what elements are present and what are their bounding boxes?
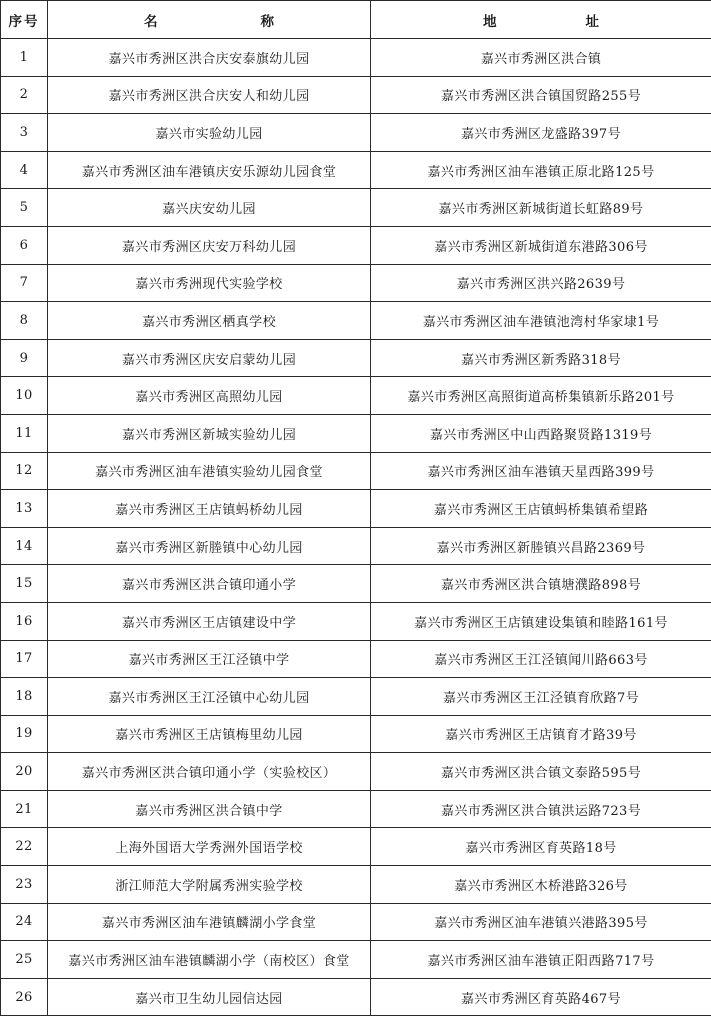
header-name-char-1: 名 — [144, 13, 158, 30]
row-institution-address: 嘉兴市秀洲区油车港镇兴港路395号 — [371, 903, 711, 941]
row-serial-number: 17 — [1, 640, 48, 678]
row-institution-name: 嘉兴市秀洲区洪合镇中学 — [48, 790, 371, 828]
row-institution-address: 嘉兴市秀洲区木桥港路326号 — [371, 866, 711, 904]
row-serial-number: 18 — [1, 678, 48, 716]
row-serial-number: 16 — [1, 602, 48, 640]
row-institution-address: 嘉兴市秀洲区王店镇育才路39号 — [371, 715, 711, 753]
table-row — [1, 866, 711, 904]
table-row — [1, 339, 711, 377]
table-row — [1, 76, 711, 114]
row-serial-number: 15 — [1, 565, 48, 603]
row-institution-name: 嘉兴市秀洲区高照幼儿园 — [48, 377, 371, 415]
table-row — [1, 828, 711, 866]
table-row — [1, 414, 711, 452]
header-name — [48, 1, 371, 39]
table-row — [1, 490, 711, 528]
row-serial-number: 14 — [1, 527, 48, 565]
table-row — [1, 790, 711, 828]
row-institution-name: 嘉兴市秀洲区油车港镇庆安乐源幼儿园食堂 — [48, 151, 371, 189]
row-serial-number: 21 — [1, 790, 48, 828]
row-institution-name: 嘉兴市秀洲区洪合庆安人和幼儿园 — [48, 76, 371, 114]
table-row — [1, 941, 711, 979]
header-address-char-2: 址 — [585, 13, 599, 30]
table-row — [1, 678, 711, 716]
row-institution-name: 嘉兴市实验幼儿园 — [48, 114, 371, 152]
header-name-char-2: 称 — [260, 13, 274, 30]
row-institution-name: 嘉兴市秀洲区王店镇蚂桥幼儿园 — [48, 490, 371, 528]
table-row — [1, 302, 711, 340]
table-row — [1, 753, 711, 791]
row-institution-name: 嘉兴市秀洲现代实验学校 — [48, 264, 371, 302]
row-institution-address: 嘉兴市秀洲区洪兴路2639号 — [371, 264, 711, 302]
row-institution-name: 嘉兴市秀洲区洪合镇印通小学 — [48, 565, 371, 603]
table-row — [1, 527, 711, 565]
row-serial-number: 5 — [1, 189, 48, 227]
table-row — [1, 264, 711, 302]
row-institution-address: 嘉兴市秀洲区油车港镇天星西路399号 — [371, 452, 711, 490]
table-row — [1, 377, 711, 415]
row-institution-name: 嘉兴市秀洲区王江泾镇中心幼儿园 — [48, 678, 371, 716]
row-institution-address: 嘉兴市秀洲区育英路467号 — [371, 978, 711, 1016]
table-row — [1, 640, 711, 678]
row-serial-number: 2 — [1, 76, 48, 114]
row-institution-name: 嘉兴市秀洲区洪合庆安泰旗幼儿园 — [48, 39, 371, 77]
row-institution-name: 嘉兴市秀洲区栖真学校 — [48, 302, 371, 340]
row-institution-name: 嘉兴市秀洲区洪合镇印通小学（实验校区） — [48, 753, 371, 791]
row-institution-address: 嘉兴市秀洲区油车港镇正阳西路717号 — [371, 941, 711, 979]
row-institution-address: 嘉兴市秀洲区王江泾镇闻川路663号 — [371, 640, 711, 678]
row-serial-number: 26 — [1, 978, 48, 1016]
row-institution-address: 嘉兴市秀洲区高照街道高桥集镇新乐路201号 — [371, 377, 711, 415]
row-institution-address: 嘉兴市秀洲区中山西路聚贤路1319号 — [371, 414, 711, 452]
table-row — [1, 903, 711, 941]
row-institution-address: 嘉兴市秀洲区洪合镇文泰路595号 — [371, 753, 711, 791]
row-institution-address: 嘉兴市秀洲区龙盛路397号 — [371, 114, 711, 152]
row-serial-number: 6 — [1, 226, 48, 264]
row-institution-name: 嘉兴市秀洲区庆安启蒙幼儿园 — [48, 339, 371, 377]
table-row — [1, 226, 711, 264]
row-serial-number: 25 — [1, 941, 48, 979]
table-row — [1, 565, 711, 603]
row-serial-number: 8 — [1, 302, 48, 340]
row-institution-name: 嘉兴市秀洲区新塍镇中心幼儿园 — [48, 527, 371, 565]
row-serial-number: 24 — [1, 903, 48, 941]
row-institution-address: 嘉兴市秀洲区油车港镇池湾村华家埭1号 — [371, 302, 711, 340]
header-address — [371, 1, 711, 39]
row-serial-number: 11 — [1, 414, 48, 452]
table-row — [1, 39, 711, 77]
table-row — [1, 452, 711, 490]
header-address-spread — [483, 10, 599, 30]
header-row — [1, 1, 711, 39]
row-serial-number: 3 — [1, 114, 48, 152]
table-row — [1, 189, 711, 227]
header-name-spread — [144, 10, 274, 30]
row-serial-number: 7 — [1, 264, 48, 302]
header-serial-number: 序号 — [1, 1, 48, 39]
row-institution-address: 嘉兴市秀洲区油车港镇正原北路125号 — [371, 151, 711, 189]
row-serial-number: 20 — [1, 753, 48, 791]
row-institution-name: 嘉兴市秀洲区庆安万科幼儿园 — [48, 226, 371, 264]
row-institution-address: 嘉兴市秀洲区育英路18号 — [371, 828, 711, 866]
table-row — [1, 978, 711, 1016]
row-serial-number: 12 — [1, 452, 48, 490]
row-institution-address: 嘉兴市秀洲区洪合镇洪运路723号 — [371, 790, 711, 828]
table-row — [1, 715, 711, 753]
row-institution-name: 嘉兴市秀洲区王店镇梅里幼儿园 — [48, 715, 371, 753]
row-institution-address: 嘉兴市秀洲区洪合镇国贸路255号 — [371, 76, 711, 114]
row-institution-name: 嘉兴市秀洲区新城实验幼儿园 — [48, 414, 371, 452]
row-institution-address: 嘉兴市秀洲区新城街道东港路306号 — [371, 226, 711, 264]
row-institution-name: 嘉兴市秀洲区王江泾镇中学 — [48, 640, 371, 678]
row-institution-name: 嘉兴庆安幼儿园 — [48, 189, 371, 227]
row-institution-address: 嘉兴市秀洲区王店镇建设集镇和睦路161号 — [371, 602, 711, 640]
row-institution-name: 上海外国语大学秀洲外国语学校 — [48, 828, 371, 866]
row-institution-address: 嘉兴市秀洲区洪合镇 — [371, 39, 711, 77]
row-serial-number: 22 — [1, 828, 48, 866]
row-serial-number: 19 — [1, 715, 48, 753]
row-serial-number: 10 — [1, 377, 48, 415]
row-serial-number: 9 — [1, 339, 48, 377]
table-row — [1, 602, 711, 640]
row-institution-address: 嘉兴市秀洲区新城街道长虹路89号 — [371, 189, 711, 227]
row-institution-address: 嘉兴市秀洲区新塍镇兴昌路2369号 — [371, 527, 711, 565]
row-institution-address: 嘉兴市秀洲区新秀路318号 — [371, 339, 711, 377]
row-serial-number: 13 — [1, 490, 48, 528]
row-institution-name: 嘉兴市秀洲区油车港镇麟湖小学（南校区）食堂 — [48, 941, 371, 979]
row-institution-name: 嘉兴市秀洲区王店镇建设中学 — [48, 602, 371, 640]
row-institution-address: 嘉兴市秀洲区洪合镇塘濮路898号 — [371, 565, 711, 603]
row-institution-name: 嘉兴市秀洲区油车港镇麟湖小学食堂 — [48, 903, 371, 941]
table-header — [1, 1, 711, 39]
row-serial-number: 4 — [1, 151, 48, 189]
row-institution-name: 嘉兴市秀洲区油车港镇实验幼儿园食堂 — [48, 452, 371, 490]
table-row — [1, 151, 711, 189]
row-serial-number: 1 — [1, 39, 48, 77]
row-institution-address: 嘉兴市秀洲区王店镇蚂桥集镇希望路 — [371, 490, 711, 528]
row-institution-name: 嘉兴市卫生幼儿园信达园 — [48, 978, 371, 1016]
row-serial-number: 23 — [1, 866, 48, 904]
header-address-char-1: 地 — [483, 13, 497, 30]
row-institution-address: 嘉兴市秀洲区王江泾镇育欣路7号 — [371, 678, 711, 716]
table-row — [1, 114, 711, 152]
table-body — [1, 39, 711, 1016]
row-institution-name: 浙江师范大学附属秀洲实验学校 — [48, 866, 371, 904]
